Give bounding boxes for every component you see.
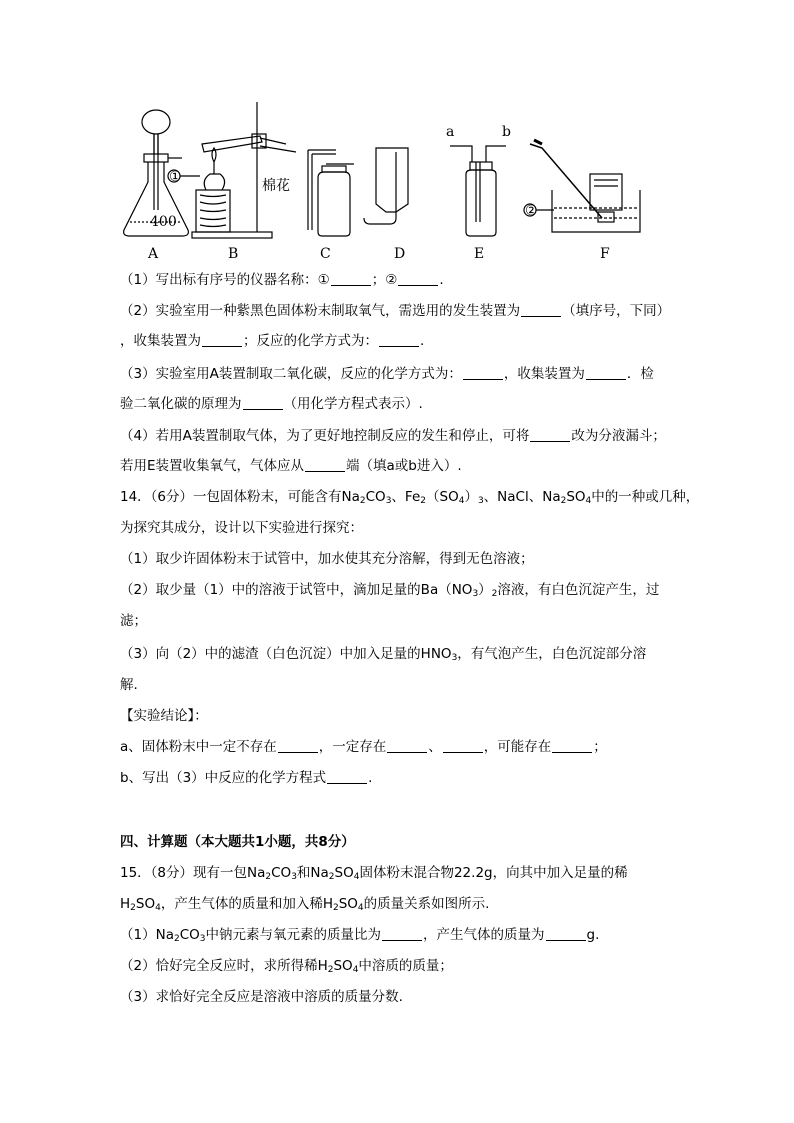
q14-step2: （2）取少量（1）中的溶液于试管中，滴加足量的$Ba(NO_3)_2$溶液，有白色沉淀产生，过 <box>120 582 660 599</box>
apparatus-c-bottle <box>308 150 354 236</box>
q14-conclusion-a: a、固体粉末中一定不存在 ，一定存在 、 ，可能存在 ； <box>120 739 607 755</box>
q14-conclusion-title: 【实验结论】： <box>120 708 208 724</box>
q13-part3: （3）实验室用A装置制取二氧化碳，反应的化学方式为： ，收集装置为 ．检 <box>120 366 654 382</box>
callout-2: ② <box>525 203 538 219</box>
apparatus-f-trough <box>530 140 640 232</box>
cotton-label: 棉花 <box>262 178 290 194</box>
label-b: B <box>228 246 239 262</box>
q14-conclusion-b: b、写出（3）中反应的化学方程式 . <box>120 770 373 786</box>
q14-step3: （3）向（2）中的滤渣（白色沉淀）中加入足量的$HNO_3$，有气泡产生，白色沉淀部分溶 <box>120 646 647 663</box>
label-e: E <box>474 246 485 262</box>
label-a: A <box>148 246 159 262</box>
q15-line2: $H_2SO_4$，产生气体的质量和加入稀$H_2SO_4$的质量关系如图所示. <box>120 896 490 913</box>
callout-1: ① <box>169 169 182 185</box>
q14-intro: 14．（6分）一包固体粉末，可能含有$Na_2CO_3$、$Fe_2(SO_4)_3$、NaCl、$Na_2SO_4$中的一种或几种， <box>120 489 700 506</box>
q14-step1: （1）取少许固体粉末于试管中，加水使其充分溶解，得到无色溶液； <box>120 551 534 567</box>
q13-part2: （2）实验室用一种紫黑色固体粉末制取氧气，需选用的发生装置为 （填序号，下同） <box>120 303 671 319</box>
q14-step2-cont: 滤； <box>120 613 147 629</box>
port-b-label: b <box>502 124 511 140</box>
label-d: D <box>394 246 406 262</box>
q15-part1: $(1)Na_2CO_3$中钠元素与氧元素的质量比为 ，产生气体的质量为 g. <box>120 927 600 944</box>
port-a-label: a <box>446 124 455 140</box>
q14-intro-cont: 为探究其成分，设计以下实验进行探究： <box>120 520 363 536</box>
label-c: C <box>320 246 331 262</box>
q13-part4: （4）若用A装置制取气体，为了更好地控制反应的发生和停止，可将 改为分液漏斗； <box>120 428 666 444</box>
q13-part1: （1）写出标有序号的仪器名称：① ；② . <box>120 272 444 288</box>
q14-step3-cont: 解. <box>120 677 138 693</box>
q13-part2-cont: ，收集装置为 ；反应的化学方式为： . <box>120 333 425 349</box>
q13-part3-cont: 验二氧化碳的原理为 （用化学方程式表示）. <box>120 396 423 412</box>
q15-line1: 15．（8分）现有一包$Na_2CO_3$和$Na_2SO_4$固体粉末混合物22.2g，向其中加入足量的稀 <box>120 865 628 882</box>
apparatus-e-bottle <box>450 146 506 236</box>
q13-part4-cont: 若用E装置收集氧气，气体应从 端（填a或b进入）. <box>120 458 462 474</box>
q15-part3: （3）求恰好完全反应是溶液中溶质的质量分数. <box>120 989 403 1005</box>
apparatus-d-bottle <box>364 148 408 224</box>
flask-marking: 400 <box>150 214 177 230</box>
q15-part2: （2）恰好完全反应时，求所得稀$H_2SO_4$中溶质的质量； <box>120 958 453 975</box>
section4-heading: 四、计算题（本大题共1小题，共8分） <box>120 834 355 850</box>
label-f: F <box>600 246 610 262</box>
apparatus-figure <box>110 100 670 265</box>
apparatus-b-heating <box>192 102 296 238</box>
